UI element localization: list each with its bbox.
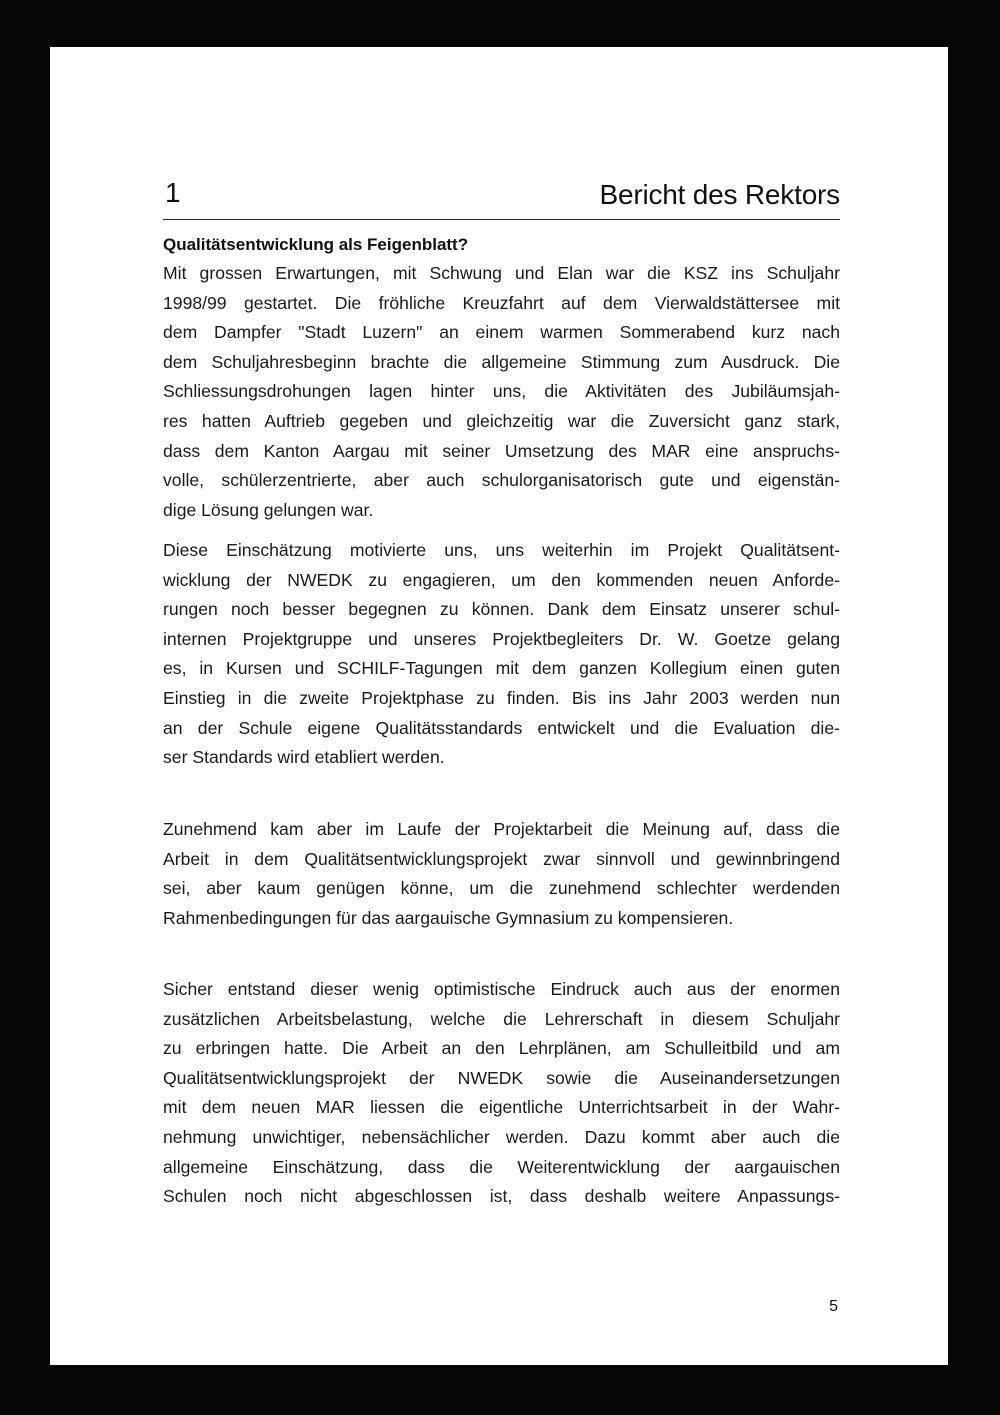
text-line: Einstieg in die zweite Projektphase zu finden. Bis ins Jahr 2003 werden nun — [163, 687, 840, 708]
text-line: Sicher entstand dieser wenig optimistische Eindruck auch aus der enormen — [163, 979, 840, 999]
text-line: wicklung der NWEDK zu engagieren, um den kommenden neuen Anforde- — [163, 569, 840, 590]
text-line: Diese Einschätzung motivierte uns, uns weiterhin im Projekt Qualitätsent- — [163, 540, 840, 560]
paragraph-3 — [163, 815, 840, 933]
chapter-header — [163, 171, 840, 220]
text-line: mit dem neuen MAR liessen die eigentliche Unterrichtsarbeit in der Wahr- — [163, 1097, 840, 1118]
text-line: Schulen noch nicht abgeschlossen ist, dass deshalb weitere Anpassungs- — [163, 1186, 840, 1207]
text-line: dass dem Kanton Aargau mit seiner Umsetzung des MAR eine anspruchs- — [163, 440, 840, 461]
text-line: es, in Kursen und SCHILF-Tagungen mit dem ganzen Kollegium einen guten — [163, 658, 840, 679]
text-line: an der Schule eigene Qualitätsstandards entwickelt und die Evaluation die- — [163, 717, 840, 738]
text-line: 1998/99 gestartet. Die fröhliche Kreuzfahrt auf dem Vierwaldstättersee mit — [163, 292, 840, 313]
text-line: Arbeit in dem Qualitätsentwicklungsprojekt zwar sinnvoll und gewinnbringend — [163, 848, 840, 869]
text-line: res hatten Auftrieb gegeben und gleichzeitig war die Zuversicht ganz stark, — [163, 410, 840, 431]
text-line: Mit grossen Erwartungen, mit Schwung und Elan war die KSZ ins Schuljahr — [163, 263, 840, 283]
text-line: Qualitätsentwicklungsprojekt der NWEDK sowie die Auseinandersetzungen — [163, 1067, 840, 1088]
text-line: zu erbringen hatte. Die Arbeit an den Lehrplänen, am Schulleitbild und am — [163, 1038, 840, 1059]
text-line: dem Schuljahresbeginn brachte die allgemeine Stimmung zum Ausdruck. Die — [163, 351, 840, 372]
text-line: Zunehmend kam aber im Laufe der Projektarbeit die Meinung auf, dass die — [163, 819, 840, 839]
text-line: volle, schülerzentrierte, aber auch schulorganisatorisch gute und eigenstän- — [163, 470, 840, 491]
text-line: internen Projektgruppe und unseres Projektbegleiters Dr. W. Goetze gelang — [163, 628, 840, 649]
text-line: nehmung unwichtiger, nebensächlicher werden. Dazu kommt aber auch die — [163, 1126, 840, 1147]
text-line: Rahmenbedingungen für das aargauische Gymnasium zu kompensieren. — [163, 907, 734, 928]
document-page — [50, 47, 948, 1365]
chapter-title: Bericht des Rektors — [599, 179, 840, 210]
chapter-number: 1 — [165, 177, 181, 208]
text-line: zusätzlichen Arbeitsbelastung, welche die Lehrerschaft in diesem Schuljahr — [163, 1008, 840, 1029]
text-line: allgemeine Einschätzung, dass die Weiterentwicklung der aargauischen — [163, 1156, 840, 1177]
text-line: rungen noch besser begegnen zu können. Dank dem Einsatz unserer schul- — [163, 599, 840, 620]
text-line: dige Lösung gelungen war. — [163, 499, 374, 520]
text-line: Schliessungsdrohungen lagen hinter uns, die Aktivitäten des Jubiläumsjah- — [163, 381, 840, 402]
paragraph-2 — [163, 536, 840, 773]
paragraph-1 — [163, 259, 840, 525]
text-line: ser Standards wird etabliert werden. — [163, 747, 445, 768]
text-line: dem Dampfer "Stadt Luzern" an einem warmen Sommerabend kurz nach — [163, 322, 840, 343]
section-heading: Qualitätsentwicklung als Feigenblatt? — [163, 235, 469, 254]
text-line: sei, aber kaum genügen könne, um die zunehmend schlechter werdenden — [163, 878, 840, 899]
page-number: 5 — [829, 1298, 838, 1315]
paragraph-4 — [163, 975, 840, 1212]
